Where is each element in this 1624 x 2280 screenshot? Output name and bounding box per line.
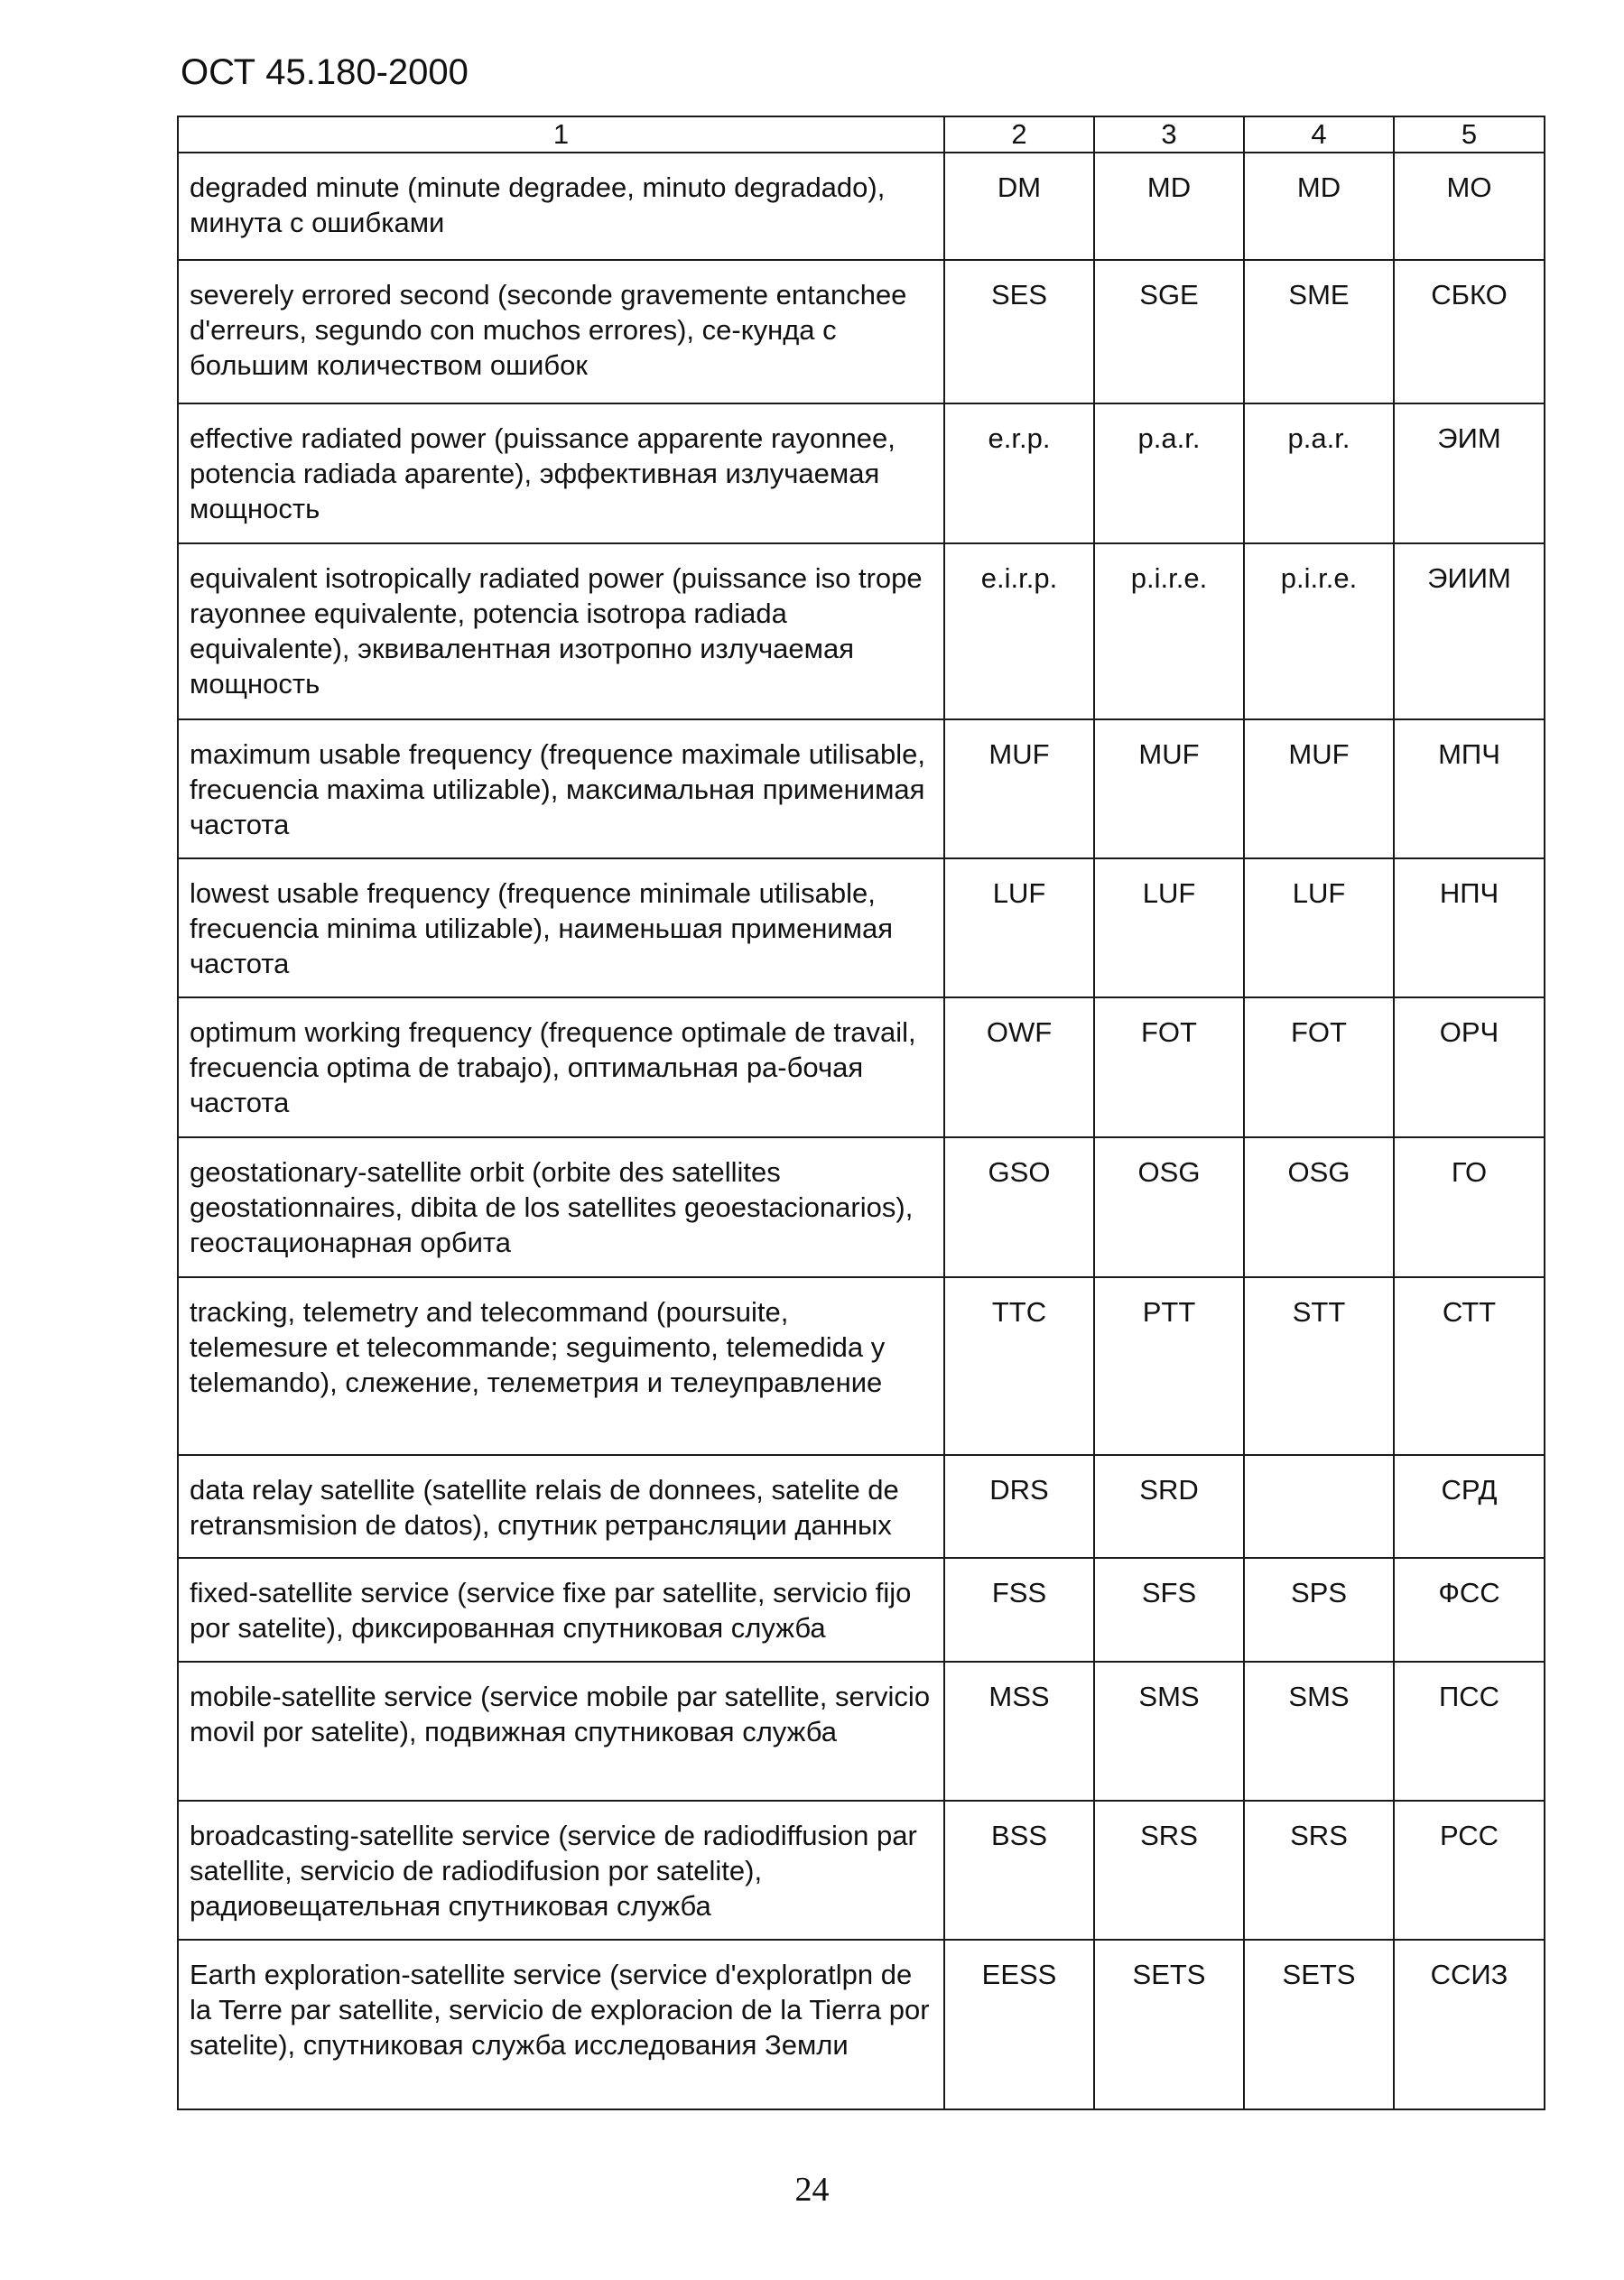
term-cell: mobile-satellite service (service mobile par satellite, servicio movil por satelite), подвижная спутниковая служба: [178, 1662, 944, 1801]
table-row: [178, 1662, 1545, 1801]
table-row: [178, 719, 1545, 858]
term-cell: severely errored second (seconde gravemente entanchee d'erreurs, segundo con muchos errores), се-кунда с большим количеством ошибок: [178, 260, 944, 403]
abbr-es-cell: OSG: [1244, 1137, 1394, 1277]
table-row: [178, 858, 1545, 997]
abbr-es-cell: p.a.r.: [1244, 403, 1394, 543]
abbr-fr-cell: p.i.r.e.: [1094, 543, 1244, 719]
abbr-en-cell: MUF: [944, 719, 1094, 858]
term-cell: lowest usable frequency (frequence minimale utilisable, frecuencia minima utilizable), наименьшая применимая частота: [178, 858, 944, 997]
abbr-en-cell: LUF: [944, 858, 1094, 997]
abbr-ru-cell: ССИЗ: [1394, 1940, 1545, 2109]
abbr-en-cell: OWF: [944, 997, 1094, 1137]
table-row: [178, 260, 1545, 403]
abbr-en-cell: DRS: [944, 1455, 1094, 1558]
abbr-en-cell: SES: [944, 260, 1094, 403]
column-number-row: [178, 116, 1545, 153]
abbr-ru-cell: СБКО: [1394, 260, 1545, 403]
abbr-ru-cell: НПЧ: [1394, 858, 1545, 997]
table-row: [178, 543, 1545, 719]
abbr-es-cell: LUF: [1244, 858, 1394, 997]
abbr-en-cell: EESS: [944, 1940, 1094, 2109]
table-row: [178, 1455, 1545, 1558]
abbr-es-cell: SMS: [1244, 1662, 1394, 1801]
table-row: [178, 1940, 1545, 2109]
abbr-fr-cell: SRD: [1094, 1455, 1244, 1558]
abbr-fr-cell: SETS: [1094, 1940, 1244, 2109]
abbr-es-cell: MD: [1244, 153, 1394, 260]
abbr-fr-cell: PTT: [1094, 1277, 1244, 1455]
abbr-ru-cell: СТТ: [1394, 1277, 1545, 1455]
table-row: [178, 1137, 1545, 1277]
abbr-fr-cell: FOT: [1094, 997, 1244, 1137]
table-row: [178, 1277, 1545, 1455]
abbr-en-cell: e.i.r.p.: [944, 543, 1094, 719]
term-cell: geostationary-satellite orbit (orbite des satellites geostationnaires, dibita de los satellites geoestacionarios), геостационарная орбита: [178, 1137, 944, 1277]
term-cell: data relay satellite (satellite relais de donnees, satelite de retransmision de datos), спутник ретрансляции данных: [178, 1455, 944, 1558]
abbr-en-cell: MSS: [944, 1662, 1094, 1801]
table-row: [178, 1801, 1545, 1940]
term-cell: equivalent isotropically radiated power (puissance iso trope rayonnee equivalente, potencia isotropa radiada equivalente), эквивалентная изотропно излучаемая мощность: [178, 543, 944, 719]
abbr-fr-cell: SMS: [1094, 1662, 1244, 1801]
abbr-ru-cell: ЭИМ: [1394, 403, 1545, 543]
abbr-fr-cell: LUF: [1094, 858, 1244, 997]
column-header-2: 2: [944, 116, 1094, 153]
column-header-3: 3: [1094, 116, 1244, 153]
term-cell: fixed-satellite service (service fixe par satellite, servicio fijo por satelite), фиксированная спутниковая служба: [178, 1558, 944, 1662]
abbr-en-cell: FSS: [944, 1558, 1094, 1662]
table-row: [178, 403, 1545, 543]
abbr-es-cell: SME: [1244, 260, 1394, 403]
abbr-fr-cell: MUF: [1094, 719, 1244, 858]
term-cell: optimum working frequency (frequence optimale de travail, frecuencia optima de trabajo), оптимальная ра-бочая частота: [178, 997, 944, 1137]
abbr-en-cell: BSS: [944, 1801, 1094, 1940]
abbr-es-cell: [1244, 1455, 1394, 1558]
column-header-5: 5: [1394, 116, 1545, 153]
abbr-fr-cell: SRS: [1094, 1801, 1244, 1940]
table-row: [178, 997, 1545, 1137]
abbr-ru-cell: ПСС: [1394, 1662, 1545, 1801]
abbr-ru-cell: ОРЧ: [1394, 997, 1545, 1137]
abbr-ru-cell: МПЧ: [1394, 719, 1545, 858]
abbr-es-cell: FOT: [1244, 997, 1394, 1137]
abbr-es-cell: MUF: [1244, 719, 1394, 858]
abbreviations-table: [177, 116, 1545, 2110]
abbr-ru-cell: РСС: [1394, 1801, 1545, 1940]
abbr-fr-cell: SFS: [1094, 1558, 1244, 1662]
abbr-ru-cell: ЭИИМ: [1394, 543, 1545, 719]
table-row: [178, 153, 1545, 260]
abbr-ru-cell: МО: [1394, 153, 1545, 260]
abbr-fr-cell: SGE: [1094, 260, 1244, 403]
table-row: [178, 1558, 1545, 1662]
abbr-fr-cell: MD: [1094, 153, 1244, 260]
abbr-en-cell: e.r.p.: [944, 403, 1094, 543]
abbr-fr-cell: OSG: [1094, 1137, 1244, 1277]
column-header-4: 4: [1244, 116, 1394, 153]
abbr-es-cell: SPS: [1244, 1558, 1394, 1662]
abbr-en-cell: GSO: [944, 1137, 1094, 1277]
abbr-es-cell: SRS: [1244, 1801, 1394, 1940]
abbr-en-cell: TTC: [944, 1277, 1094, 1455]
abbr-ru-cell: ФСС: [1394, 1558, 1545, 1662]
abbr-en-cell: DM: [944, 153, 1094, 260]
abbr-ru-cell: ГО: [1394, 1137, 1545, 1277]
term-cell: effective radiated power (puissance apparente rayonnee, potencia radiada aparente), эффективная излучаемая мощность: [178, 403, 944, 543]
column-header-1: 1: [178, 116, 944, 153]
abbr-es-cell: p.i.r.e.: [1244, 543, 1394, 719]
term-cell: Earth exploration-satellite service (service d'exploratlpn de la Terre par satellite, servicio de exploracion de la Tierra por satelite), спутниковая служба исследования Земли: [178, 1940, 944, 2109]
document-standard-code: ОСТ 45.180-2000: [181, 52, 469, 92]
abbr-fr-cell: p.a.r.: [1094, 403, 1244, 543]
abbr-es-cell: STT: [1244, 1277, 1394, 1455]
term-cell: tracking, telemetry and telecommand (poursuite, telemesure et telecommande; seguimento, telemedida y telemando), слежение, телеметрия и телеуправление: [178, 1277, 944, 1455]
term-cell: broadcasting-satellite service (service de radiodiffusion par satellite, servicio de radiodifusion por satelite), радиовещательная спутниковая служба: [178, 1801, 944, 1940]
abbr-ru-cell: СРД: [1394, 1455, 1545, 1558]
abbr-es-cell: SETS: [1244, 1940, 1394, 2109]
term-cell: degraded minute (minute degradee, minuto degradado), минута с ошибками: [178, 153, 944, 260]
page-number: 24: [794, 2171, 830, 2209]
term-cell: maximum usable frequency (frequence maximale utilisable, frecuencia maxima utilizable), максимальная применимая частота: [178, 719, 944, 858]
